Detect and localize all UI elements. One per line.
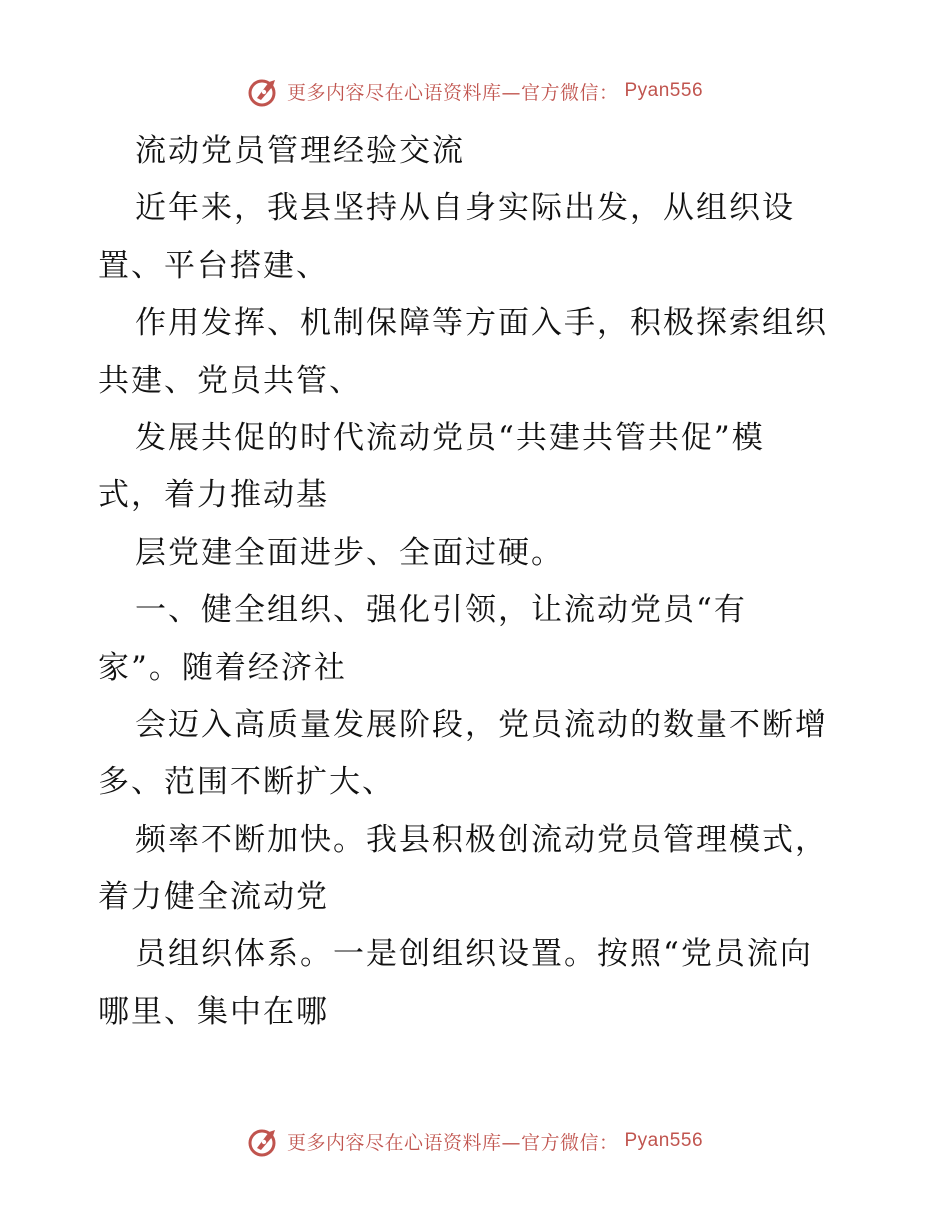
paragraph-line: 家”。随着经济社 — [98, 649, 347, 686]
paragraph-line: 员组织体系。一是创组织设置。按照“党员流向 — [135, 936, 813, 973]
paragraph-line: 近年来，我县坚持从自身实际出发，从组织设 — [135, 190, 795, 227]
watermark-text: 更多内容尽在心语资料库—官方微信： — [286, 1131, 619, 1154]
watermark-header — [0, 74, 950, 108]
paragraph-line: 频率不断加快。我县积极创流动党员管理模式， — [135, 821, 828, 858]
watermark-text: 更多内容尽在心语资料库—官方微信： — [286, 81, 619, 104]
pen-nib-logo-icon — [247, 1124, 281, 1158]
paragraph-line: 哪里、集中在哪 — [98, 993, 329, 1030]
watermark-handle: Pyan556 — [624, 80, 704, 101]
paragraph-line: 着力健全流动党 — [98, 879, 329, 916]
document-body — [98, 123, 858, 1041]
watermark-footer — [0, 1124, 950, 1158]
paragraph-line: 作用发挥、机制保障等方面入手，积极探索组织 — [135, 305, 828, 342]
paragraph-line: 会迈入高质量发展阶段，党员流动的数量不断增 — [135, 706, 828, 743]
paragraph-line: 多、范围不断扩大、 — [98, 764, 395, 801]
section-heading-line: 一、健全组织、强化引领，让流动党员“有 — [135, 592, 747, 629]
paragraph-line: 层党建全面进步、全面过硬。 — [135, 534, 564, 571]
paragraph-line: 式，着力推动基 — [98, 477, 329, 514]
pen-nib-logo-icon — [247, 74, 281, 108]
paragraph-line: 置、平台搭建、 — [98, 247, 329, 284]
watermark-handle: Pyan556 — [624, 1130, 704, 1151]
document-title: 流动党员管理经验交流 — [135, 133, 465, 169]
paragraph-line: 发展共促的时代流动党员“共建共管共促”模 — [135, 419, 765, 456]
paragraph-line: 共建、党员共管、 — [98, 362, 362, 399]
